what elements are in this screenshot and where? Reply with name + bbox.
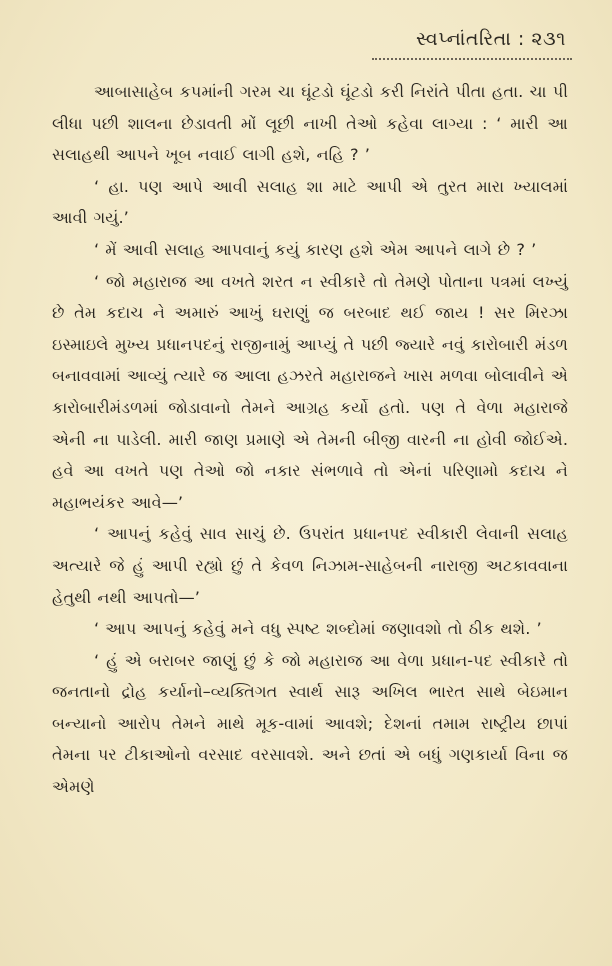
paragraph-1: આબાસાહેબ કપમાંની ગરમ ચા ઘૂંટડો ઘૂંટડો કરી નિરાંતે પીતા હતા. ચા પી લીધા પછી શાલના છેડાવતી મોં લૂછી નાખી તેઓ કહેવા લાગ્યા : ‘ મારી આ સલાહથી આપને ખૂબ નવાઈ લાગી હશે, નહિ ? ’ <box>52 82 568 165</box>
paragraph-5: ‘ આપનું કહેવું સાવ સાચું છે. ઉપરાંત પ્રધાનપદ સ્વીકારી લેવાની સલાહ અત્યારે જે હું આપી રહ્યો છું તે કેવળ નિઝામ-સાહેબની નારાજી અટકાવવાના હેતુથી નથી આપતો—’ <box>52 524 568 607</box>
header-divider <box>372 58 572 60</box>
paragraph-7: ‘ હું એ બરાબર જાણું છું કે જો મહારાજ આ વેળા પ્રધાન-પદ સ્વીકારે તો જનતાનો દ્રોહ કર્યાનો–વ્યક્તિગત સ્વાર્થ સારૂ અખિલ ભારત સાથે બેઇમાન બન્યાનો આરોપ તેમને માથે મૂક-વામાં આવશે; દેશનાં તમામ રાષ્ટ્રીય છાપાં તેમના પર ટીકાઓનો વરસાદ વરસાવશે. અને છતાં એ બધું ગણકાર્યા વિના જ એમણે <box>52 650 568 797</box>
paragraph-3: ‘ મેં આવી સલાહ આપવાનું કયું કારણ હશે એમ આપને લાગે છે ? ’ <box>94 239 537 259</box>
paragraph-4: ‘ જો મહારાજ આ વખતે શરત ન સ્વીકારે તો તેમણે પોતાના પત્રમાં લખ્યું છે તેમ કદાચ ને અમારું આખું ઘરાણું જ બરબાદ થઈ જાય ! સર મિરઝા ઇસ્માઇલે મુખ્ય પ્રધાનપદનું રાજીનામું આપ્યું તે પછી જ્યારે નવું કારોબારી મંડળ બનાવવામાં આવ્યું ત્યારે જ આલા હઝરતે મહારાજને ખાસ મળવા બોલાવીને એ કારોબારીમંડળમાં જોડાવાનો તેમને આગ્રહ કર્યો હતો. પણ તે વેળા મહારાજે એની ના પાડેલી. મારી જાણ પ્રમાણે એ તેમની બીજી વારની ના હોવી જોઈએ. હવે આ વખતે પણ તેઓ જો નકાર સંભળાવે તો એનાં પરિણામો કદાચ ને મહાભયંકર આવે—’ <box>52 271 568 512</box>
paragraph-2: ‘ હા. પણ આપે આવી સલાહ શા માટે આપી એ તુરત મારા ખ્યાલમાં આવી ગયું.’ <box>52 176 568 228</box>
paragraph-6: ‘ આપ આપનું કહેવું મને વધુ સ્પષ્ટ શબ્દોમાં જણાવશો તો ઠીક થશે. ’ <box>94 619 542 639</box>
running-head: સ્વપ્નાંતરિતા : ૨૩૧ <box>415 28 566 50</box>
body-text <box>52 76 568 803</box>
